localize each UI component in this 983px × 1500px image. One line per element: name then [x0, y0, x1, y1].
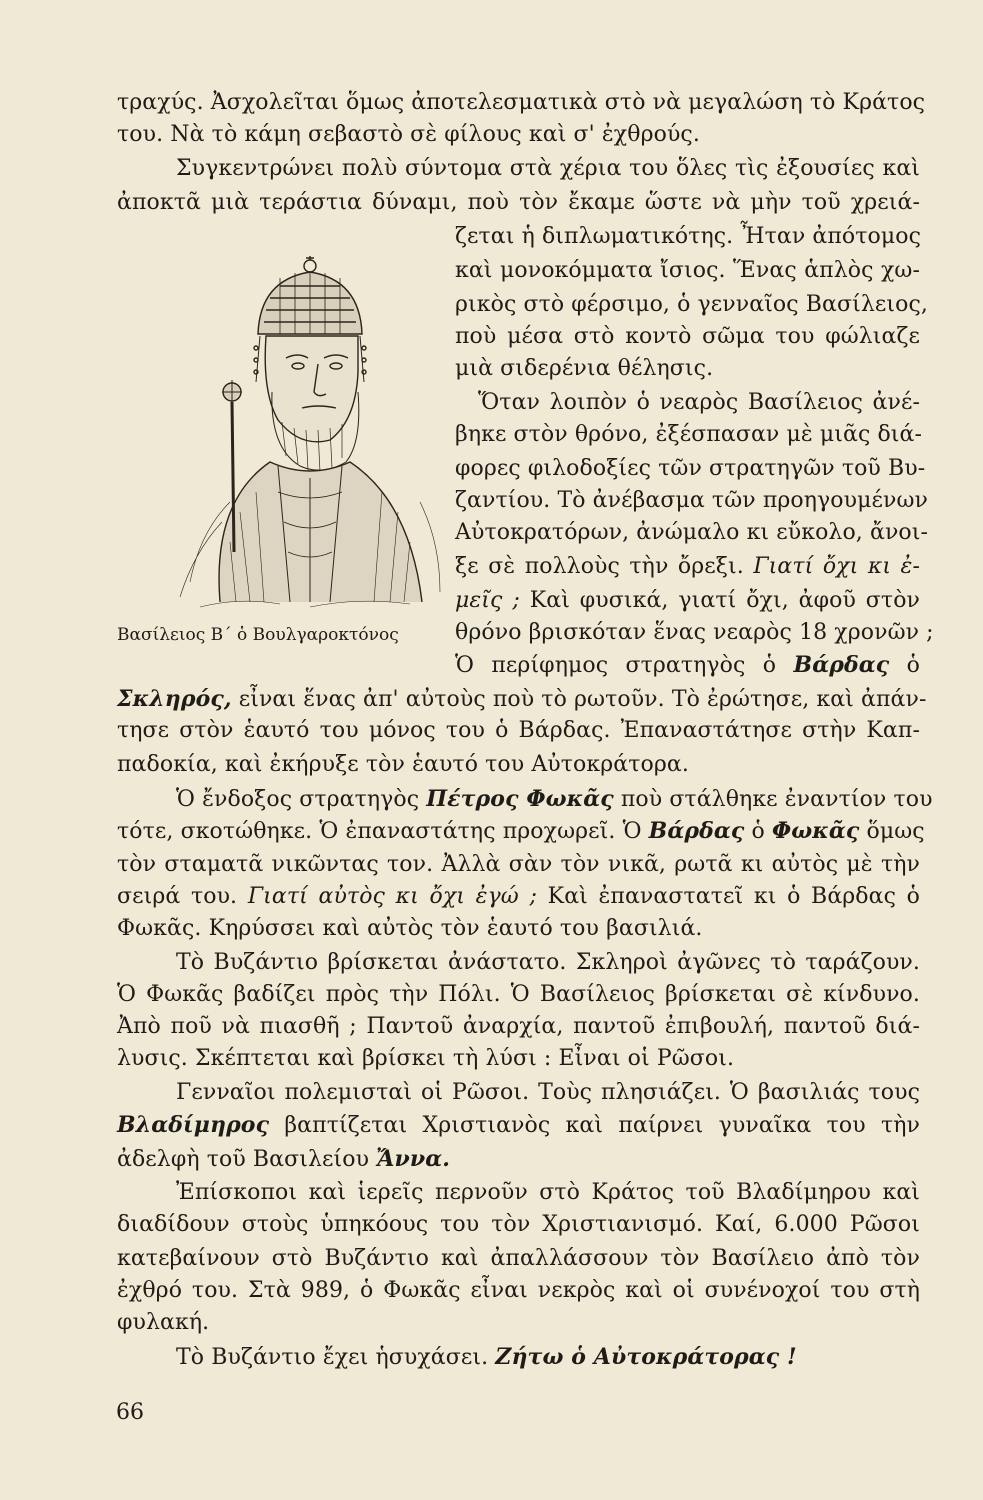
page-number: 66: [116, 1400, 144, 1425]
text-line: βηκε στὸν θρόνο, ἐξέσπασαν μὲ μιᾶς διά-: [455, 422, 923, 447]
italic-run: μεῖς ;: [455, 588, 520, 613]
emperor-portrait-illustration: [160, 252, 445, 617]
text-line: λυσις. Σκέπτεται καὶ βρίσκει τὴ λύσι : Εἶναι οἱ Ρῶσοι.: [117, 1046, 735, 1071]
text-line: θρόνο βρισκόταν ἕνας νεαρὸς 18 χρονῶν ;: [455, 620, 934, 645]
bold-italic-name: Ἄννα.: [376, 1146, 451, 1172]
italic-run: Γιατί αὐτὸς κι ὄχι ἐγώ ;: [247, 884, 537, 909]
text-line: ἀποκτᾶ μιὰ τεράστια δύναμι, ποὺ τὸν ἔκαμε ὥστε νὰ μὴν τοῦ χρειά-: [117, 190, 920, 215]
text-line: Ὁ Φωκᾶς βαδίζει πρὸς τὴν Πόλι. Ὁ Βασίλειος βρίσκεται σὲ κίνδυνο.: [117, 982, 920, 1007]
text-line: διαδίδουν στοὺς ὑπηκόους του τὸν Χριστιανισμό. Καί, 6.000 Ρῶσοι: [117, 1212, 920, 1237]
italic-run: Γιατί ὄχι κι ἐ-: [753, 554, 920, 579]
text-line: ζαντίου. Τὸ ἀνέβασμα τῶν προηγουμένων: [455, 488, 928, 513]
text-line: τραχύς. Ἀσχολεῖται ὅμως ἀποτελεσματικὰ στὸ νὰ μεγαλώση τὸ Κράτος: [117, 90, 926, 115]
text-line: ζεται ἡ διπλωματικότης. Ἦταν ἀπότομος: [455, 224, 922, 249]
text-line: φυλακή.: [117, 1310, 210, 1335]
text-line: κατεβαίνουν στὸ Βυζάντιο καὶ ἀπαλλάσσουν τὸν Βασίλειο ἀπὸ τὸν: [117, 1246, 920, 1271]
text-run: ὁ: [751, 819, 765, 844]
text-line: [455, 586, 920, 616]
text-line: ρικὸς στὸ φέρσιμο, ὁ γενναῖος Βασίλειος,: [455, 292, 928, 317]
text-line: Γενναῖοι πολεμισταὶ οἱ Ρῶσοι. Τοὺς πλησιάζει. Ὁ βασιλιάς τους: [176, 1080, 920, 1105]
text-line: [117, 1144, 920, 1175]
text-line: Φωκᾶς. Κηρύσσει καὶ αὐτὸς τὸν ἑαυτό του βασιλιά.: [117, 916, 703, 941]
text-run: Καὶ ἐπαναστατεῖ κι ὁ Βάρδας ὁ: [547, 884, 921, 909]
bold-italic-name: Πέτρος Φωκᾶς: [426, 786, 614, 812]
text-line: [176, 1342, 797, 1373]
figure-caption: Βασίλειος Β΄ ὁ Βουλγαροκτόνος: [117, 625, 399, 645]
text-line: φορες φιλοδοξίες τῶν στρατηγῶν τοῦ Βυ-: [455, 456, 926, 481]
text-line: [117, 684, 927, 715]
text-line: ἐχθρό του. Στὰ 989, ὁ Φωκᾶς εἶναι νεκρὸς καὶ οἱ συνένοχοί του στὴ: [117, 1278, 920, 1303]
bold-italic-name: Φωκᾶς: [771, 818, 860, 844]
text-line: [176, 784, 933, 815]
text-run: Τὸ Βυζάντιο ἔχει ἡσυχάσει.: [176, 1345, 489, 1370]
text-line: τησε στὸν ἑαυτό του μόνος του ὁ Βάρδας. Ἐπαναστάτησε στὴν Καπ-: [117, 718, 920, 743]
text-run: Ὁ περίφημος στρατηγὸς ὁ: [455, 653, 777, 678]
bold-italic-name: Βάρδας: [793, 652, 890, 678]
text-line: καὶ μονοκόμματα ἴσιος. Ἕνας ἁπλὸς χω-: [455, 258, 920, 283]
text-line: ποὺ μέσα στὸ κοντὸ σῶμα του φώλιαζε: [455, 324, 920, 349]
text-line: [455, 650, 920, 681]
text-run: Καὶ φυσικά, γιατί ὄχι, ἀφοῦ στὸν: [529, 588, 921, 613]
text-line: [117, 816, 925, 847]
text-run: σειρά του.: [117, 884, 238, 909]
text-line: παδοκία, καὶ ἐκήρυξε τὸν ἑαυτό του Αὐτοκράτορα.: [117, 752, 689, 777]
text-line: του. Νὰ τὸ κάμη σεβαστὸ σὲ φίλους καὶ σ' ἐχθρούς.: [117, 122, 700, 147]
text-line: Ὅταν λοιπὸν ὁ νεαρὸς Βασίλειος ἀνέ-: [478, 390, 920, 415]
bold-italic-name: Βάρδας: [648, 818, 745, 844]
text-line: Τὸ Βυζάντιο βρίσκεται ἀνάστατο. Σκληροὶ ἀγῶνες τὸ ταράζουν.: [176, 950, 920, 975]
text-run: ὅμως: [866, 819, 925, 844]
text-run: βαπτίζεται Χριστιανὸς καὶ παίρνει γυναῖκα του τὴν: [284, 1113, 920, 1138]
text-line: Ἐπίσκοποι καὶ ἱερεῖς περνοῦν στὸ Κράτος τοῦ Βλαδίμηρου καὶ: [176, 1180, 920, 1205]
text-run: ὁ: [906, 653, 921, 678]
text-line: Αὐτοκρατόρων, ἀνώμαλο κι εὔκολο, ἄνοι-: [455, 520, 929, 545]
bold-italic-name: Βλαδίμηρος: [117, 1112, 270, 1138]
bold-italic-run: Ζήτω ὁ Αὐτοκράτορας !: [495, 1344, 797, 1370]
bold-italic-name: Σκληρός,: [117, 686, 232, 712]
text-run: τότε, σκοτώθηκε. Ὁ ἐπαναστάτης προχωρεῖ. Ὁ: [117, 819, 642, 844]
text-line: Ἀπὸ ποῦ νὰ πιασθῆ ; Παντοῦ ἀναρχία, παντοῦ ἐπιβουλή, παντοῦ διά-: [117, 1014, 920, 1039]
text-line: μιὰ σιδερένια θέλησις.: [455, 356, 714, 381]
text-line: [117, 1110, 920, 1141]
text-line: [455, 552, 920, 582]
text-run: ποὺ στάλθηκε ἐναντίον του: [620, 787, 933, 812]
text-run: ἀδελφὴ τοῦ Βασιλείου: [117, 1147, 370, 1172]
text-line: [117, 882, 920, 912]
text-run: Ὁ ἔνδοξος στρατηγὸς: [176, 787, 420, 812]
text-line: Συγκεντρώνει πολὺ σύντομα στὰ χέρια του ὅλες τὶς ἐξουσίες καὶ: [176, 156, 920, 181]
text-line: τὸν σταματᾶ νικῶντας τον. Ἀλλὰ σὰν τὸν νικᾶ, ρωτᾶ κι αὐτὸς μὲ τὴν: [117, 852, 920, 877]
text-run: εἶναι ἕνας ἀπ' αὐτοὺς ποὺ τὸ ρωτοῦν. Τὸ ἐρώτησε, καὶ ἀπάν-: [238, 687, 927, 712]
text-run: ξε σὲ πολλοὺς τὴν ὄρεξι.: [455, 554, 744, 579]
